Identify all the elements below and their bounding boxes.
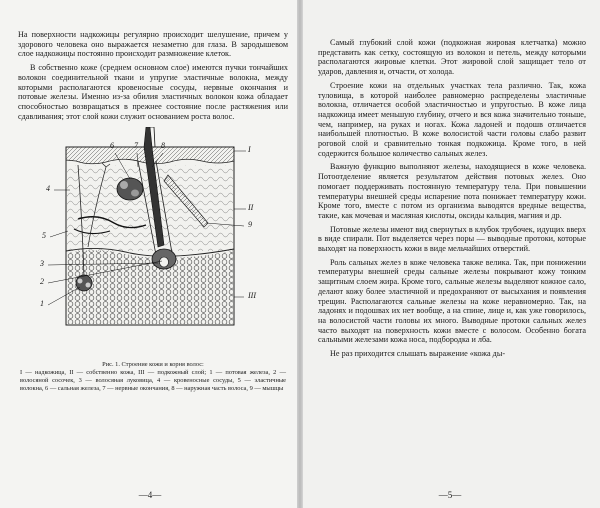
right-paragraph-2: Строение кожи на отдельных участках тела различно. Так, кожа туловища, в которой наиболее равномерно распределены эластичные волокна, отличается особой эластичностью и упругостью. В коже лица надкожица имеет меньшую глубину, отчего и вся кожа значительно тоньше, чем, например, на руках и ногах. Кожа ладоней и подошв отличается наибольшей плотностью. В коже волосистой части головы слабо развит роговой слой и сравнительно тонкая подкожица. Кроме того, в ней содержится большое количество сальных желез.: [318, 80, 586, 158]
book-gutter: [297, 0, 303, 508]
left-paragraph-1: На поверхности надкожицы регулярно происходит шелушение, причем у здорового человека оно выражается незаметно для глаза. В зародышевом слое надкожицы постоянно происходит размножение клеток.: [18, 30, 288, 59]
right-paragraph-1: Самый глубокий слой кожи (подкожная жировая клетчатка) можно представить как сетку, состоящую из волокон и петель, между которыми располагаются жировые клетки. Этот жировой слой защищает тело от ударов, давления и, отчасти, от холода.: [318, 38, 586, 77]
right-paragraph-5: Роль сальных желез в коже человека также велика. Так, при понижении температуры внешней среды сальные железы покрывают кожу тонким защитным слоем жира. Кроме того, сальные железы выделяют кожное сало, делают кожу более эластичной и предохраняют от высыхания и появления трещин. Располагаются сальные железы на коже неравномерно. Так, на ладонях и подошвах их нет вообще, а на спине, лице и, как уже говорилось, на волосистой части головы их много. Выводные протоки сальных желез часто выходят на поверхность кожи вместе с волосом. Особенно богата сальными железами кожа носа, подбородка и лба.: [318, 257, 586, 345]
figure-caption: [18, 361, 288, 393]
page-number-left: —4—: [138, 490, 162, 500]
figure-label-II: II: [248, 203, 254, 213]
figure-label-6: 6: [110, 141, 114, 151]
figure-caption-title: Рис. 1. Строение кожи и корня волос:: [102, 361, 204, 369]
left-paragraph-2: В собственно коже (среднем основном слое) имеются пучки тончайших волокон соединительной ткани и упругие эластичные волокна, между которыми располагаются кровеносные сосуды, нервные окончания и потовые железы. Именно из-за обилия эластичных волокон кожа обладает способностью возвращаться в прежнее состояние после растяжения или сдавливания; этот слой кожи служит основанием роста волос.: [18, 63, 288, 121]
figure-label-4: 4: [46, 184, 50, 194]
figure-label-1: 1: [40, 299, 44, 309]
right-paragraph-4: Потовые железы имеют вид свернутых в клубок трубочек, идущих вверх в виде спирали. Пот выделяется через поры — выводные протоки, которые выходят на поверхность кожи в виде мельчайших отверстий.: [318, 224, 586, 254]
figure-label-9: 9: [248, 220, 252, 230]
right-paragraph-6: Не раз приходится слышать выражение «кожа ды-: [330, 349, 506, 359]
figure-label-3: 3: [40, 259, 44, 269]
figure-label-2: 2: [40, 277, 44, 287]
right-paragraph-3: Важную функцию выполняют железы, находящиеся в коже человека. Потоотделение является результатом действия потовых желез. Оно помогает поддерживать постоянную температуру тела. При повышении температуры внешней среды испарение пота понижает температуру кожи. Кроме того, вместе с потом из организма выводятся вредные вещества, такие, как мочевая и масляная кислоты, оксиды кальция, магния и др.: [318, 162, 586, 220]
figure-label-I: I: [248, 145, 251, 155]
figure-caption-body: I — надкожица, II — собственно кожа, III — подкожный слой; 1 — потовая железа, 2 — волосяной сосочек, 3 — волосяная луковица, 4 — кровеносные сосуды, 5 — эластичные волокна, 6 — сальная железа, 7 — нервные окончания, 8 — наружная часть волоса, 9 — мышцы: [20, 369, 286, 393]
figure-label-III: III: [248, 291, 256, 301]
skin-cross-section-drawing: [18, 127, 288, 359]
figure-label-5: 5: [42, 231, 46, 241]
figure-label-7: 7: [134, 141, 138, 151]
figure-label-8: 8: [161, 141, 165, 151]
page-number-right: —5—: [438, 490, 462, 500]
skin-structure-figure: [18, 127, 288, 359]
right-page: [300, 0, 600, 508]
